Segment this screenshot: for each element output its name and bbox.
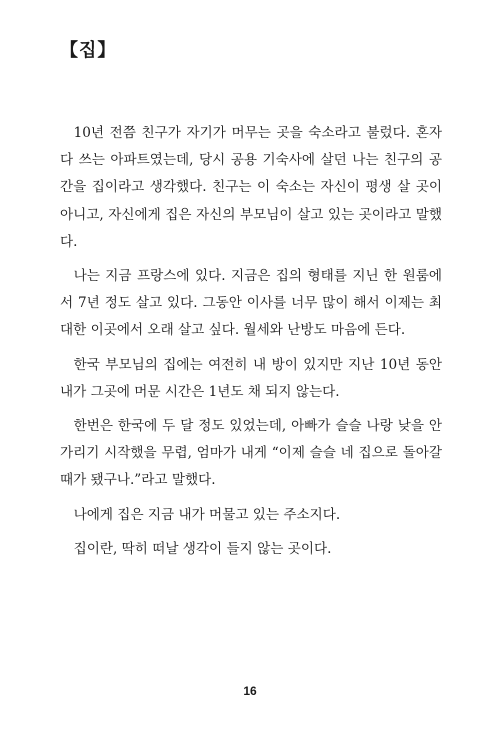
paragraph: 한국 부모님의 집에는 여전히 내 방이 있지만 지난 10년 동안 내가 그곳에 머문 시간은 1년도 채 되지 않는다. (60, 356, 442, 400)
paragraph: 10년 전쯤 친구가 자기가 머무는 곳을 숙소라고 불렀다. 혼자 다 쓰는 아파트였는데, 당시 공용 기숙사에 살던 나는 친구의 공간을 집이라고 생각했다. 친구는 이 숙소는 자신이 평생 살 곳이 아니고, 자신에게 집은 자신의 부모님이 살고 있는 곳이라고 말했다. (60, 125, 442, 250)
page-number: 16 (243, 684, 257, 698)
paragraph: 집이란, 딱히 떠날 생각이 들지 않는 곳이다. (73, 540, 332, 557)
paragraph: 한번은 한국에 두 달 정도 있었는데, 아빠가 슬슬 나랑 낮을 안 가리기 시작했을 무렵, 엄마가 내게 “이제 슬슬 네 집으로 돌아갈 때가 됐구나.”라고 말했다. (60, 418, 442, 489)
paragraph: 나는 지금 프랑스에 있다. 지금은 집의 형태를 지닌 한 원룸에서 7년 정도 살고 있다. 그동안 이사를 너무 많이 해서 이제는 최대한 이곳에서 오래 살고 싶다. 월세와 난방도 마음에 든다. (60, 268, 442, 339)
body-text (60, 120, 442, 570)
chapter-title: 【집】 (60, 40, 117, 61)
paragraph: 나에게 집은 지금 내가 머물고 있는 주소지다. (73, 506, 341, 523)
